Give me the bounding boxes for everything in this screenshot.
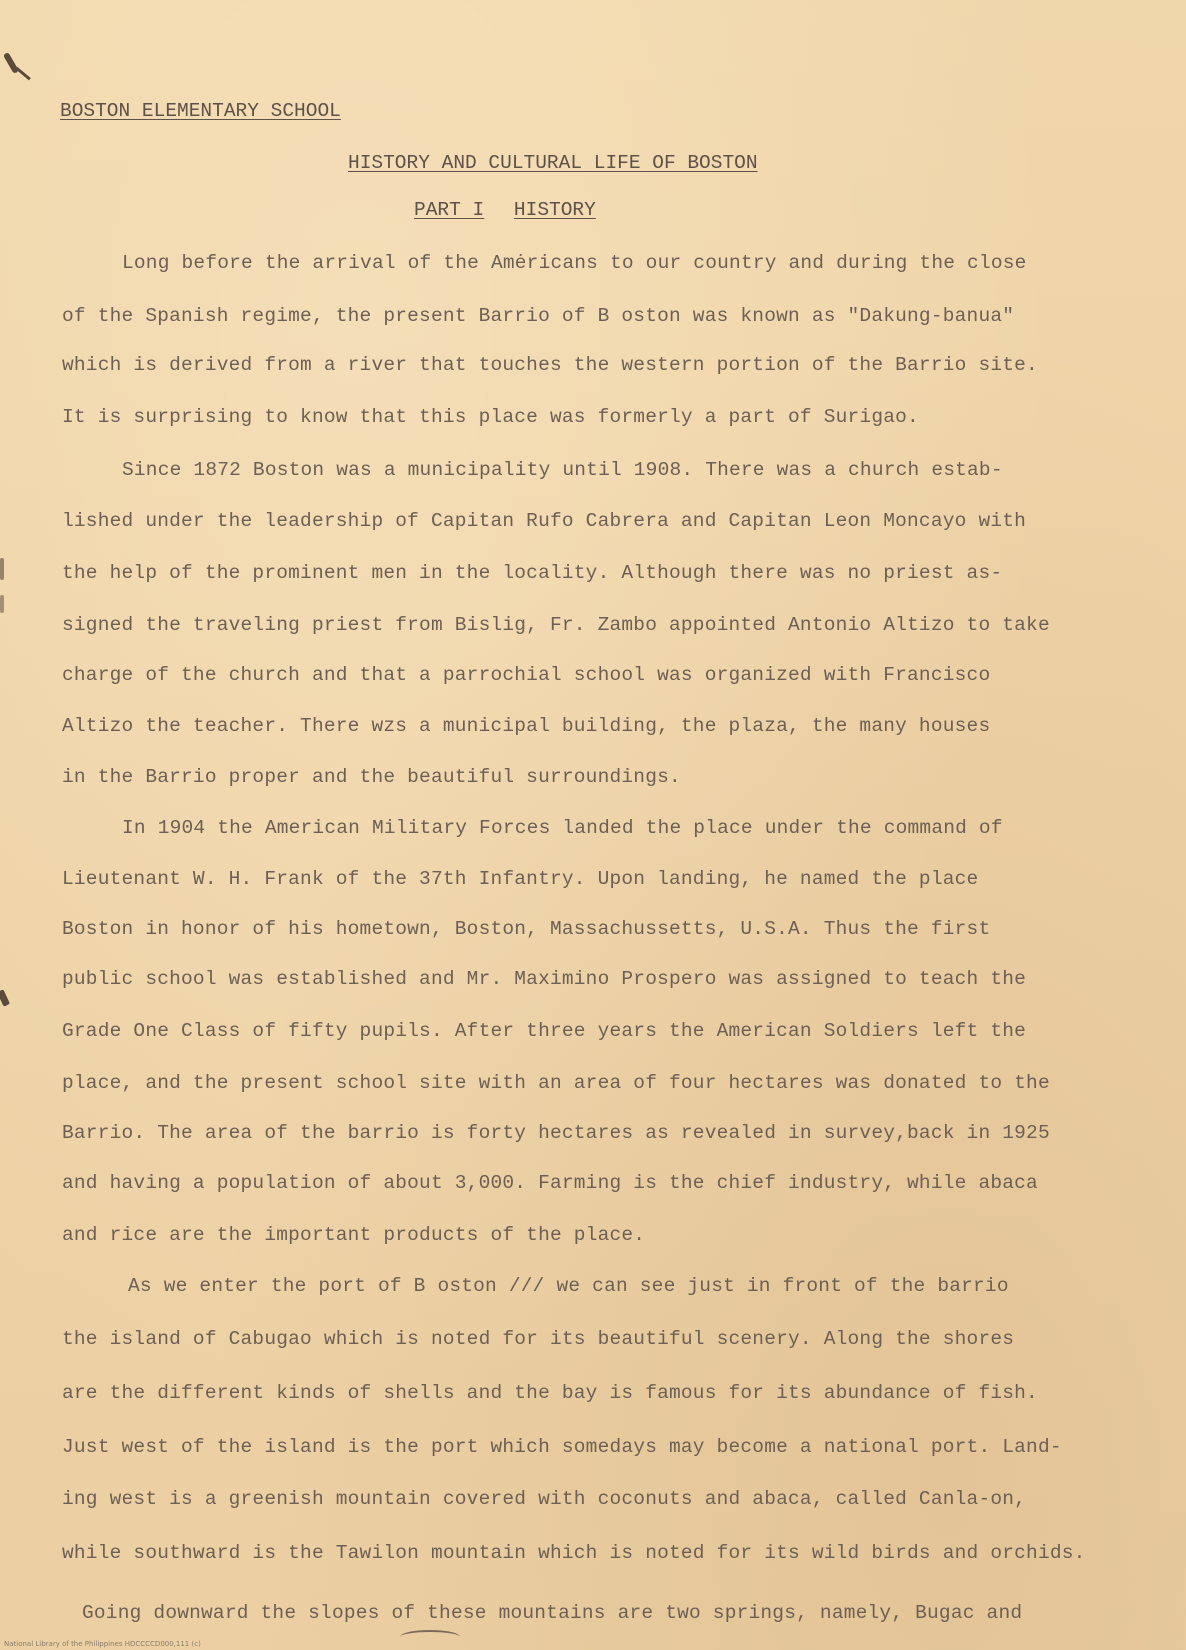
- text-line: It is surprising to know that this place was formerly a part of Surigao.: [62, 406, 919, 428]
- text-line: public school was established and Mr. Maximino Prospero was assigned to teach the: [62, 968, 1027, 990]
- scan-mark: [0, 595, 4, 613]
- text-line: signed the traveling priest from Bislig, Fr. Zambo appointed Antonio Altizo to take: [62, 614, 1050, 636]
- text-line: charge of the church and that a parrochial school was organized with Francisco: [62, 664, 991, 686]
- text-line: Since 1872 Boston was a municipality until 1908. There was a church estab-: [122, 459, 1003, 481]
- text-line: in the Barrio proper and the beautiful surroundings.: [62, 766, 681, 788]
- text-line: the help of the prominent men in the locality. Although there was no priest as-: [62, 562, 1003, 584]
- scan-mark: [15, 67, 31, 81]
- scan-mark: [0, 989, 10, 1006]
- text-line: the island of Cabugao which is noted for its beautiful scenery. Along the shores: [62, 1328, 1015, 1350]
- text-line: In 1904 the American Military Forces landed the place under the command of: [122, 817, 1003, 839]
- text-line: Going downward the slopes of these mountains are two springs, namely, Bugac and: [82, 1602, 1023, 1624]
- text-line: are the different kinds of shells and the bay is famous for its abundance of fish.: [62, 1382, 1038, 1404]
- school-name: BOSTON ELEMENTARY SCHOOL: [60, 100, 341, 122]
- scan-mark: [400, 1630, 460, 1644]
- text-line: As we enter the port of B oston /// we can see just in front of the barrio: [128, 1275, 1009, 1297]
- text-line: Lieutenant W. H. Frank of the 37th Infantry. Upon landing, he named the place: [62, 868, 979, 890]
- text-line: Boston in honor of his hometown, Boston, Massachussetts, U.S.A. Thus the first: [62, 918, 991, 940]
- text-line: Altizo the teacher. There wzs a municipal building, the plaza, the many houses: [62, 715, 991, 737]
- scan-mark: [0, 558, 4, 580]
- archive-footer-note: National Library of the Philippines HDCCCCD000,111 (c): [4, 1640, 201, 1648]
- text-line: Long before the arrival of the Amėricans to our country and during the close: [122, 252, 1027, 274]
- part-heading-prefix: PART I: [414, 199, 485, 221]
- text-line: Just west of the island is the port which somedays may become a national port. Land-: [62, 1436, 1062, 1458]
- part-heading-name: HISTORY: [513, 199, 596, 221]
- text-line: lished under the leadership of Capitan Rufo Cabrera and Capitan Leon Moncayo with: [62, 510, 1027, 532]
- text-line: and rice are the important products of the place.: [62, 1224, 646, 1246]
- document-title: HISTORY AND CULTURAL LIFE OF BOSTON: [348, 152, 758, 174]
- text-line: while southward is the Tawilon mountain which is noted for its wild birds and orchids.: [62, 1542, 1086, 1564]
- text-line: Grade One Class of fifty pupils. After three years the American Soldiers left the: [62, 1020, 1027, 1042]
- text-line: ing west is a greenish mountain covered with coconuts and abaca, called Canla-on,: [62, 1488, 1027, 1510]
- text-line: which is derived from a river that touches the western portion of the Barrio site.: [62, 354, 1038, 376]
- text-line: Barrio. The area of the barrio is forty hectares as revealed in survey,back in 1925: [62, 1122, 1050, 1144]
- text-line: of the Spanish regime, the present Barrio of B oston was known as "Dakung-banua": [62, 305, 1015, 327]
- text-line: and having a population of about 3,000. Farming is the chief industry, while abaca: [62, 1172, 1038, 1194]
- part-heading: [414, 199, 596, 221]
- text-line: place, and the present school site with an area of four hectares was donated to the: [62, 1072, 1050, 1094]
